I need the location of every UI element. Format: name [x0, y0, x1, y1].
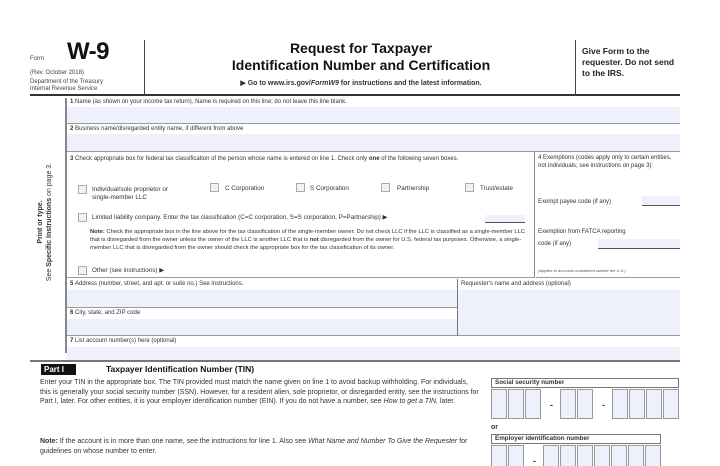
side-bold: Specific Instructions	[46, 197, 53, 267]
line7-label	[70, 338, 176, 344]
ssn-digit-6[interactable]	[612, 389, 628, 419]
specific-instructions-note	[45, 112, 54, 332]
print-or-type-text	[36, 112, 54, 332]
ssn-label: Social security number	[491, 378, 679, 388]
ein-digit-7[interactable]	[611, 445, 627, 466]
line6-city-state-zip	[67, 308, 457, 336]
tin-text-end: later.	[438, 398, 456, 406]
checkbox-trust-estate-label: Trust/estate	[480, 185, 514, 192]
fatca-footnote: (Applies to accounts maintained outside the U.S.)	[538, 268, 626, 273]
ssn-digit-4[interactable]	[560, 389, 576, 419]
ssn-dash-1: -	[550, 400, 553, 410]
print-or-type: Print or type.	[37, 200, 44, 244]
ein-digit-2[interactable]	[508, 445, 524, 466]
goto-suffix: for instructions and the latest information.	[338, 80, 482, 87]
line2-business-name	[67, 124, 680, 152]
line-number: 1	[70, 99, 74, 105]
line1-label	[70, 99, 347, 105]
name-input[interactable]	[67, 107, 680, 123]
ssn-digit-8[interactable]	[646, 389, 662, 419]
line3-intro	[70, 155, 532, 163]
line-number: 7	[70, 338, 74, 344]
form-label: Form	[30, 56, 44, 62]
ein-digit-9[interactable]	[645, 445, 661, 466]
line-number: 5	[70, 281, 74, 287]
fatca-label-2: code (if any)	[538, 241, 572, 247]
line-number: 2	[70, 126, 74, 132]
line6-label	[70, 310, 140, 316]
checkbox-individual-label: Individual/sole proprietor or single-member LLC	[92, 186, 168, 201]
give-form-instruction: Give Form to the requester. Do not send to the IRS.	[582, 46, 675, 78]
irs-link[interactable]: FormW9	[310, 80, 339, 87]
form-number: W-9	[67, 38, 110, 65]
checkbox-other-label: Other (see instructions) ▶	[92, 267, 165, 274]
intro-bold: one	[368, 156, 380, 162]
exempt-payee-label: Exempt payee code (if any)	[538, 199, 612, 205]
account-numbers-input[interactable]	[67, 347, 680, 360]
line7-account-numbers	[67, 336, 680, 360]
ein-label: Employer identification number	[491, 434, 661, 444]
exemptions-intro: 4 Exemptions (codes apply only to certain entities, not individuals; see instructions on page 3):	[538, 155, 672, 169]
ein-digit-5[interactable]	[577, 445, 593, 466]
department-line1: Department of the Treasury	[30, 79, 104, 85]
checkbox-partnership-label: Partnership	[397, 185, 430, 192]
line-number: 6	[70, 310, 74, 316]
checkbox-c-corporation[interactable]	[210, 183, 219, 192]
goto-prefix: ▶ Go to www.irs.gov/	[240, 80, 311, 87]
line-label-text: List account number(s) here (optional)	[75, 338, 177, 344]
form-id-block	[30, 36, 144, 94]
part1-badge: Part I	[41, 364, 76, 375]
checkbox-s-corporation[interactable]	[296, 183, 305, 192]
line5-address	[67, 279, 457, 308]
header-divider	[575, 40, 576, 96]
ein-digit-8[interactable]	[628, 445, 644, 466]
tin-note	[40, 437, 480, 456]
checkbox-individual[interactable]	[78, 185, 87, 194]
department-line2: Internal Revenue Service	[30, 85, 98, 92]
intro-text: Check appropriate box for federal tax classification of the person whose name is entered on line 1. Check only	[75, 156, 369, 162]
note-not: not	[309, 237, 319, 243]
fatca-label-1: Exemption from FATCA reporting	[538, 229, 626, 235]
intro-text-end: of the following seven boxes.	[379, 156, 459, 162]
checkbox-llc[interactable]	[78, 213, 87, 222]
line1-name	[67, 97, 680, 124]
line-label-text: Address (number, street, and apt. or suite no.) See instructions.	[75, 281, 244, 287]
ein-digit-4[interactable]	[560, 445, 576, 466]
checkbox-c-corporation-label: C Corporation	[225, 185, 265, 192]
checkbox-other[interactable]	[78, 266, 87, 275]
note-text: Check the appropriate box in the line above for the tax classification of the single-member owner. Do not check LLC if the LLC is classified as a single-member LLC that is disregarded from the owner unless the owner of the LLC is another LLC that is	[90, 229, 525, 243]
line-number: 3	[70, 156, 74, 162]
side-prefix: See	[46, 266, 53, 282]
department	[30, 79, 103, 92]
business-name-input[interactable]	[67, 134, 680, 151]
side-label	[30, 98, 66, 353]
line-label-text: Name (as shown on your income tax return). Name is required on this line; do not leave this line blank.	[75, 99, 347, 105]
ein-digit-3[interactable]	[543, 445, 559, 466]
note-text-end: disregarded from the owner for U.S. federal tax purposes. Otherwise, a single-member LLC that is disregarded from the owner should check the appropriate box for the tax classification of its owner.	[90, 237, 522, 251]
tin-note-bold: Note:	[40, 438, 58, 445]
form-title-line1: Request for Taxpayer	[289, 40, 433, 56]
requester-name-address	[457, 279, 680, 336]
requester-input[interactable]	[458, 290, 680, 335]
line-label-text: Business name/disregarded entity name, if different from above	[75, 126, 244, 132]
line4-exemptions	[536, 152, 680, 278]
part1-title: Taxpayer Identification Number (TIN)	[106, 364, 255, 374]
line2-label	[70, 126, 243, 132]
or-label: or	[491, 424, 498, 431]
exempt-payee-input[interactable]	[642, 196, 680, 206]
note-bold: Note:	[90, 229, 105, 235]
ein-digit-6[interactable]	[594, 445, 610, 466]
line-label-text: City, state, and ZIP code	[75, 310, 141, 316]
ssn-digit-3[interactable]	[525, 389, 541, 419]
fatca-code-input[interactable]	[598, 239, 680, 249]
part1-rule	[30, 360, 680, 362]
ein-dash: -	[533, 456, 536, 466]
city-state-zip-input[interactable]	[67, 319, 457, 335]
form-title-line2: Identification Number and Certification	[231, 57, 491, 73]
form-revision: (Rev. October 2018)	[30, 70, 84, 76]
form-header	[30, 36, 680, 96]
ssn-digit-2[interactable]	[508, 389, 524, 419]
ssn-digit-7[interactable]	[629, 389, 645, 419]
ssn-dash-2: -	[602, 400, 605, 410]
form-title-block	[146, 36, 576, 94]
tin-text-italic: How to get a TIN,	[383, 398, 439, 406]
instructions-link-line	[146, 79, 576, 87]
line5-label	[70, 281, 243, 287]
llc-classification-input[interactable]	[485, 215, 525, 223]
tin-note-end: for guidelines on whose number to enter.	[40, 438, 468, 455]
checkbox-trust-estate[interactable]	[465, 183, 474, 192]
checkbox-s-corporation-label: S Corporation	[310, 185, 349, 192]
ssn-digit-5[interactable]	[577, 389, 593, 419]
ein-digit-1[interactable]	[491, 445, 507, 466]
checkbox-llc-label: Limited liability company. Enter the tax classification (C=C corporation, S=S corporation, P=Partnership) ▶	[92, 214, 388, 221]
header-divider	[144, 40, 145, 96]
ssn-digit-1[interactable]	[491, 389, 507, 419]
ssn-digit-9[interactable]	[663, 389, 679, 419]
llc-note	[90, 228, 532, 252]
tin-text: Enter your TIN in the appropriate box. The TIN provided must match the name given on line 1 to avoid backup withholding. For individuals, this is generally your social security number (SSN). However, for a resident alien, sole proprietor, or disregarded entity, see the instructions for Part I, later. For other entities, it is your employer identification number (EIN). If you do not have a number, see	[40, 379, 479, 406]
requester-label: Requester's name and address (optional)	[461, 281, 571, 287]
line3-tax-classification	[67, 152, 535, 278]
tin-instructions	[40, 378, 480, 407]
tin-note-text: If the account is in more than one name, see the instructions for line 1. Also see	[57, 438, 309, 445]
checkbox-partnership[interactable]	[381, 183, 390, 192]
address-input[interactable]	[67, 290, 457, 307]
tin-note-italic: What Name and Number To Give the Requester	[308, 438, 458, 445]
side-suffix: on page 3.	[46, 162, 53, 198]
